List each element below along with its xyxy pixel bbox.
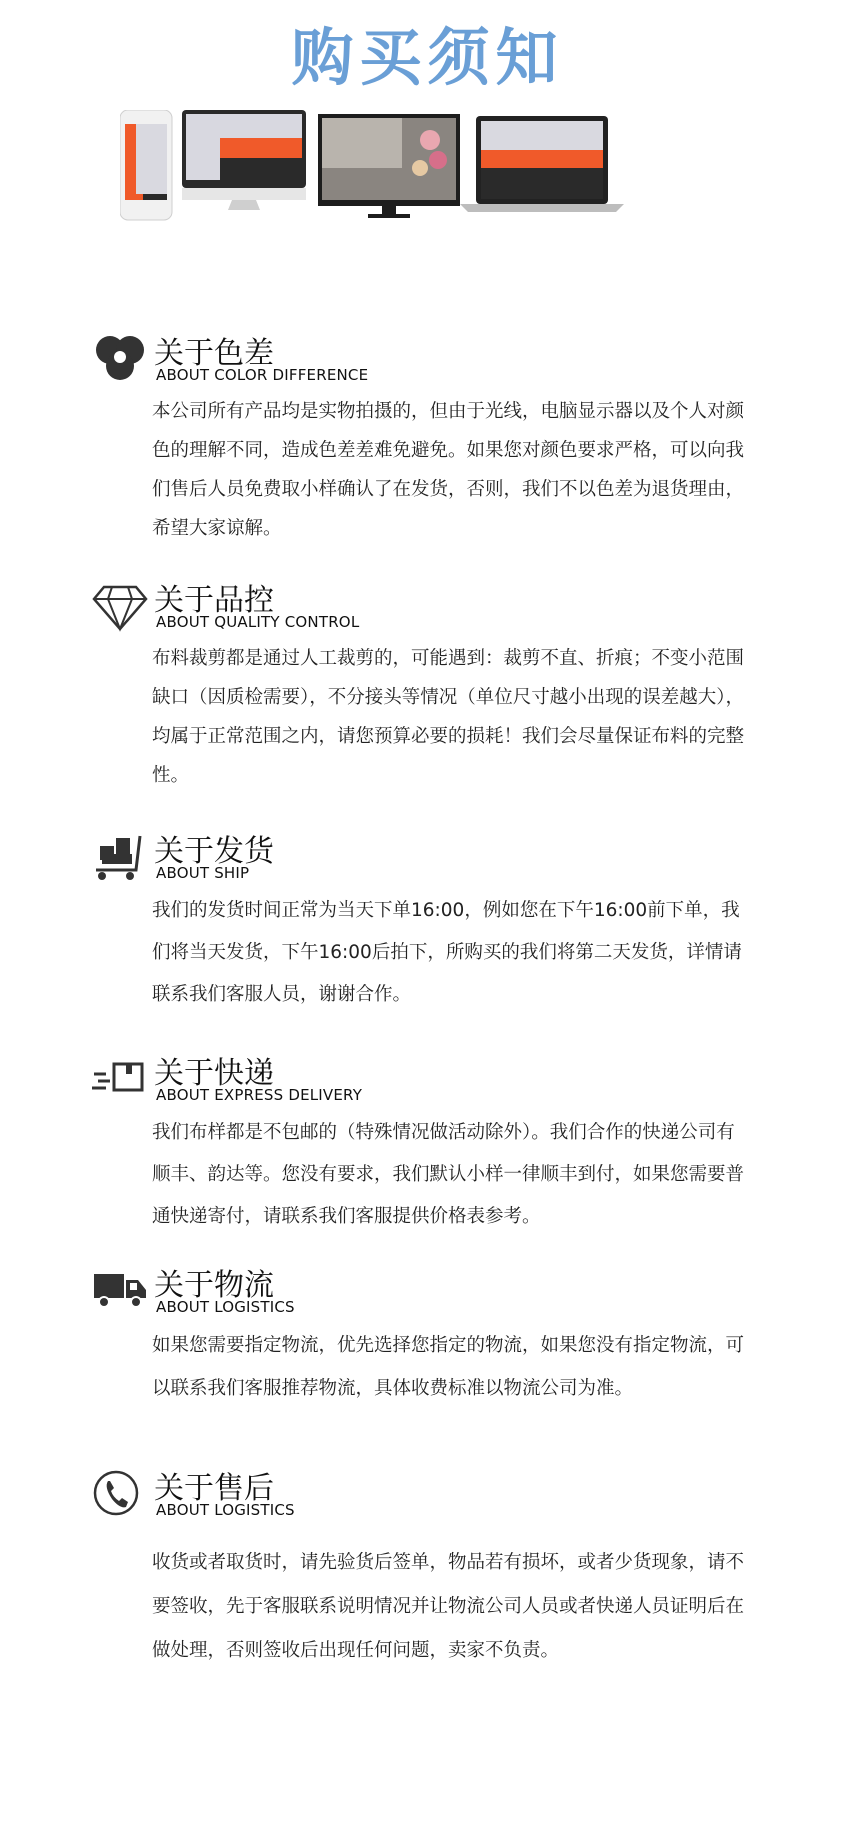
- section-title: 关于售后: [154, 1471, 274, 1506]
- phone-icon: [92, 1465, 148, 1521]
- section-title: 关于物流: [154, 1268, 274, 1303]
- section-body: 我们布样都是不包邮的（特殊情况做活动除外）。我们合作的快递公司有顺丰、韵达等。您没有要求，我们默认小样一律顺丰到付，如果您需要普通快递寄付，请联系我们客服提供价格表参考。: [152, 1122, 745, 1227]
- imac-image: [182, 110, 306, 210]
- section-subtitle: ABOUT QUALITY CONTROL: [156, 613, 360, 631]
- section-title: 关于色差: [154, 336, 274, 371]
- hand-truck-icon: [92, 828, 148, 884]
- section-after-sales: [92, 1465, 792, 1725]
- section-body: 如果您需要指定物流，优先选择您指定的物流，如果您没有指定物流，可以联系我们客服推荐物流，具体收费标准以物流公司为准。: [152, 1335, 745, 1399]
- laptop-image: [460, 116, 624, 212]
- section-body: 布料裁剪都是通过人工裁剪的，可能遇到：裁剪不直、折痕；不变小范围缺口（因质检需要），不分接头等情况（单位尺寸越小出现的误差越大），均属于正常范围之内，请您预算必要的损耗！我们会尽量保证布料的完整性。: [152, 648, 745, 786]
- section-subtitle: ABOUT SHIP: [156, 864, 250, 882]
- section-ship: [92, 828, 792, 1028]
- fast-delivery-icon: [92, 1050, 148, 1106]
- section-subtitle: ABOUT EXPRESS DELIVERY: [156, 1086, 363, 1104]
- section-quality-control: [92, 577, 792, 817]
- phone-image: [120, 110, 172, 220]
- section-subtitle: ABOUT COLOR DIFFERENCE: [156, 366, 369, 384]
- section-body: 我们的发货时间正常为当天下单16:00，例如您在下午16:00前下单，我们将当天发货，下午16:00后拍下，所购买的我们将第二天发货，详情请联系我们客服人员，谢谢合作。: [152, 900, 742, 1005]
- section-title: 关于快递: [154, 1056, 274, 1091]
- truck-icon: [92, 1262, 148, 1318]
- section-body: 本公司所有产品均是实物拍摄的，但由于光线，电脑显示器以及个人对颜色的理解不同，造成色差差难免避免。如果您对颜色要求严格，可以向我们售后人员免费取小样确认了在发货，否则，我们不以色差为退货理由，希望大家谅解。: [152, 401, 745, 539]
- section-subtitle: ABOUT LOGISTICS: [156, 1501, 295, 1519]
- section-title: 关于品控: [154, 583, 274, 618]
- diamond-icon: [92, 577, 148, 633]
- monitor-image: [318, 114, 460, 218]
- section-logistics: [92, 1262, 792, 1452]
- devices-illustration: [120, 110, 740, 260]
- page-title: 购买须知: [291, 21, 564, 94]
- color-circles-icon: [92, 330, 148, 386]
- section-color-difference: [92, 330, 792, 560]
- section-body: 收货或者取货时，请先验货后签单，物品若有损坏，或者少货现象，请不要签收，先于客服联系说明情况并让物流公司人员或者快递人员证明后在做处理，否则签收后出现任何问题，卖家不负责。: [152, 1552, 745, 1661]
- section-title: 关于发货: [154, 834, 274, 869]
- section-express-delivery: [92, 1050, 792, 1250]
- section-subtitle: ABOUT LOGISTICS: [156, 1298, 295, 1316]
